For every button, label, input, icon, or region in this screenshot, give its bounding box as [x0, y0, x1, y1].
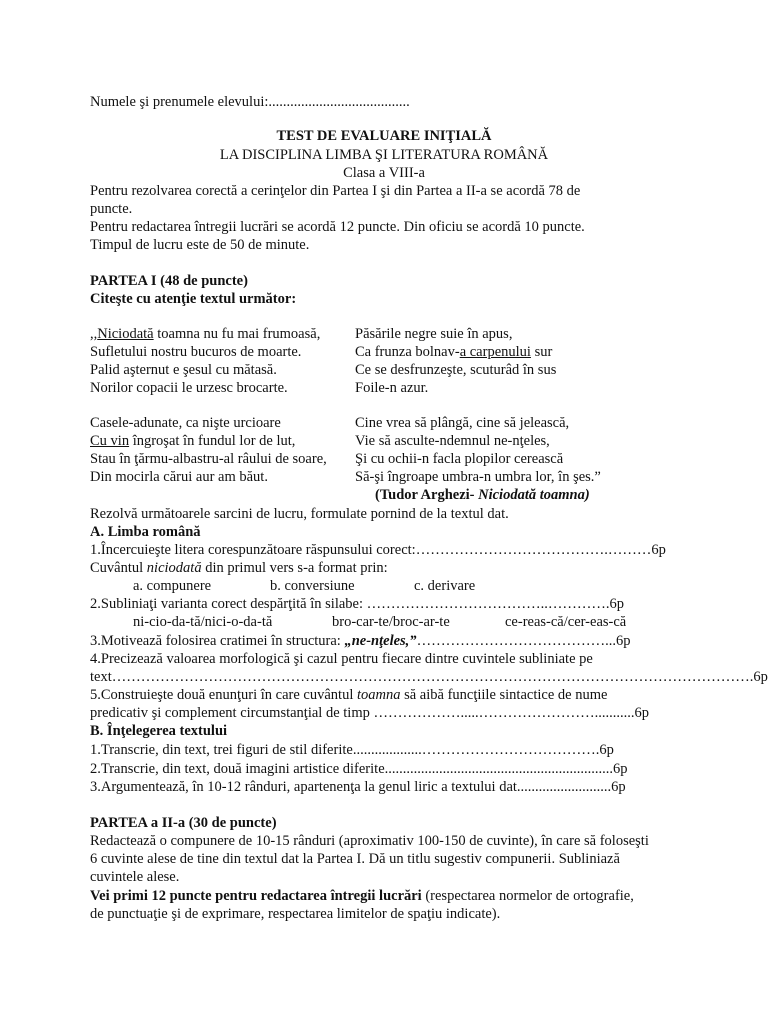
class-label: Clasa a VIII-a: [343, 165, 425, 181]
poem-line: ,,Niciodată toamna nu fu mai frumoasă,: [90, 326, 321, 342]
question-b1: 1.Transcrie, din text, trei figuri de stil diferite...................……………………………….6p: [90, 742, 614, 758]
poem-line: Ca frunza bolnav-a carpenului sur: [355, 344, 553, 360]
syllable-option-2: bro-car-te/broc-ar-te: [332, 614, 450, 630]
intro-line-1: Pentru rezolvarea corectă a cerinţelor din Partea I şi din Partea a II-a se acordă 78 de: [90, 183, 581, 199]
poem-line: Să-şi îngroape umbra-n umbra lor, în şes.”: [355, 469, 601, 485]
poem-line: Palid aşternut e şesul cu mătasă.: [90, 362, 277, 378]
underlined-word: Niciodată: [97, 326, 154, 342]
intro-line-1b: puncte.: [90, 201, 133, 217]
question-2: 2.Subliniaţi varianta corect despărţită în silabe: ………………………………..………….6p: [90, 596, 624, 612]
poem-line: Ce se desfrunzeşte, scuturâd în sus: [355, 362, 557, 378]
section-b-title: B. Înţelegerea textului: [90, 723, 228, 739]
question-b3: 3.Argumentează, în 10-12 rânduri, apartenenţa la genul liric a textului dat..........................6p: [90, 779, 626, 795]
test-subtitle: LA DISCIPLINA LIMBA ŞI LITERATURA ROMÂNĂ: [219, 147, 549, 163]
poem-line: Norilor copacii le urzesc brocarte.: [90, 380, 288, 396]
part2-line-3: cuvintele alese.: [90, 869, 180, 885]
question-3: 3.Motivează folosirea cratimei în structura: „ne-nţeles,”…………………………………...6p: [90, 633, 631, 649]
question-5-cont: predicativ şi complement circumstanţial de timp ……………….....……………………...........6p: [90, 705, 649, 721]
poem-line: Cu vin îngroşat în fundul lor de lut,: [90, 433, 296, 449]
part2-line-2: 6 cuvinte alese de tine din textul dat la Partea I. Dă un titlu sugestiv compunerii. Subliniază: [90, 851, 620, 867]
part2-title: PARTEA a II-a (30 de puncte): [90, 815, 277, 831]
part2-line-1: Redactează o compunere de 10-15 rânduri (aproximativ 100-150 de cuvinte), în care să foloseşti: [90, 833, 649, 849]
syllable-option-1: ni-cio-da-tă/nici-o-da-tă: [133, 614, 273, 630]
question-5: 5.Construieşte două enunţuri în care cuvântul toamna să aibă funcţiile sintactice de nume: [90, 687, 608, 703]
poem-line: Stau în ţărmu-albastru-al râului de soare,: [90, 451, 327, 467]
poem-source: (Tudor Arghezi- Niciodată toamna): [375, 487, 590, 503]
poem-line: Casele-adunate, ca nişte urcioare: [90, 415, 281, 431]
question-1-stem: Cuvântul niciodată din primul vers s-a format prin:: [90, 560, 388, 576]
option-c: c. derivare: [414, 578, 476, 594]
poem-line: Foile-n azur.: [355, 380, 429, 396]
part1-instruction: Citeşte cu atenţie textul următor:: [90, 291, 297, 307]
poem-line: Păsările negre suie în apus,: [355, 326, 513, 342]
question-4-cont: text …………………………………………………………………………………………………………………… .6p: [90, 669, 768, 685]
intro-line-3: Timpul de lucru este de 50 de minute.: [90, 237, 310, 253]
poem-line: Cine vrea să plângă, cine să jelească,: [355, 415, 570, 431]
poem-line: Vie să asculte-ndemnul ne-nţeles,: [355, 433, 550, 449]
part2-line-5: de punctuaţie şi de exprimare, respectarea limitelor de spaţiu indicate).: [90, 906, 501, 922]
question-4: 4.Precizează valoarea morfologică şi cazul pentru fiecare dintre cuvintele subliniate pe: [90, 651, 593, 667]
syllable-option-3: ce-reas-că/cer-eas-că: [505, 614, 627, 630]
underlined-word: Cu vin: [90, 433, 130, 449]
option-a: a. compunere: [133, 578, 212, 594]
poem-line: Şi cu ochii-n facla plopilor cerească: [355, 451, 564, 467]
poem-line: Sufletului nostru bucuros de moarte.: [90, 344, 302, 360]
intro-line-2: Pentru redactarea întregii lucrări se acordă 12 puncte. Din oficiu se acordă 10 puncte.: [90, 219, 585, 235]
student-name-line: Numele şi prenumele elevului:.......................................: [90, 94, 410, 110]
poem-line: Din mocirla cărui aur am băut.: [90, 469, 268, 485]
part1-title: PARTEA I (48 de puncte): [90, 273, 248, 289]
section-a-title: A. Limba română: [90, 524, 201, 540]
part2-line-4: Vei primi 12 puncte pentru redactarea întregii lucrări (respectarea normelor de ortografie,: [90, 888, 634, 904]
option-b: b. conversiune: [270, 578, 355, 594]
test-title: TEST DE EVALUARE INIŢIALĂ: [276, 128, 492, 144]
question-b2: 2.Transcrie, din text, două imagini artistice diferite...............................................................6p: [90, 761, 628, 777]
task-intro: Rezolvă următoarele sarcini de lucru, formulate pornind de la textul dat.: [90, 506, 509, 522]
question-1: 1.Încercuieşte litera corespunzătoare răspunsului corect:………………………………….………6p: [90, 542, 666, 558]
underlined-word: a carpenului: [459, 344, 531, 360]
